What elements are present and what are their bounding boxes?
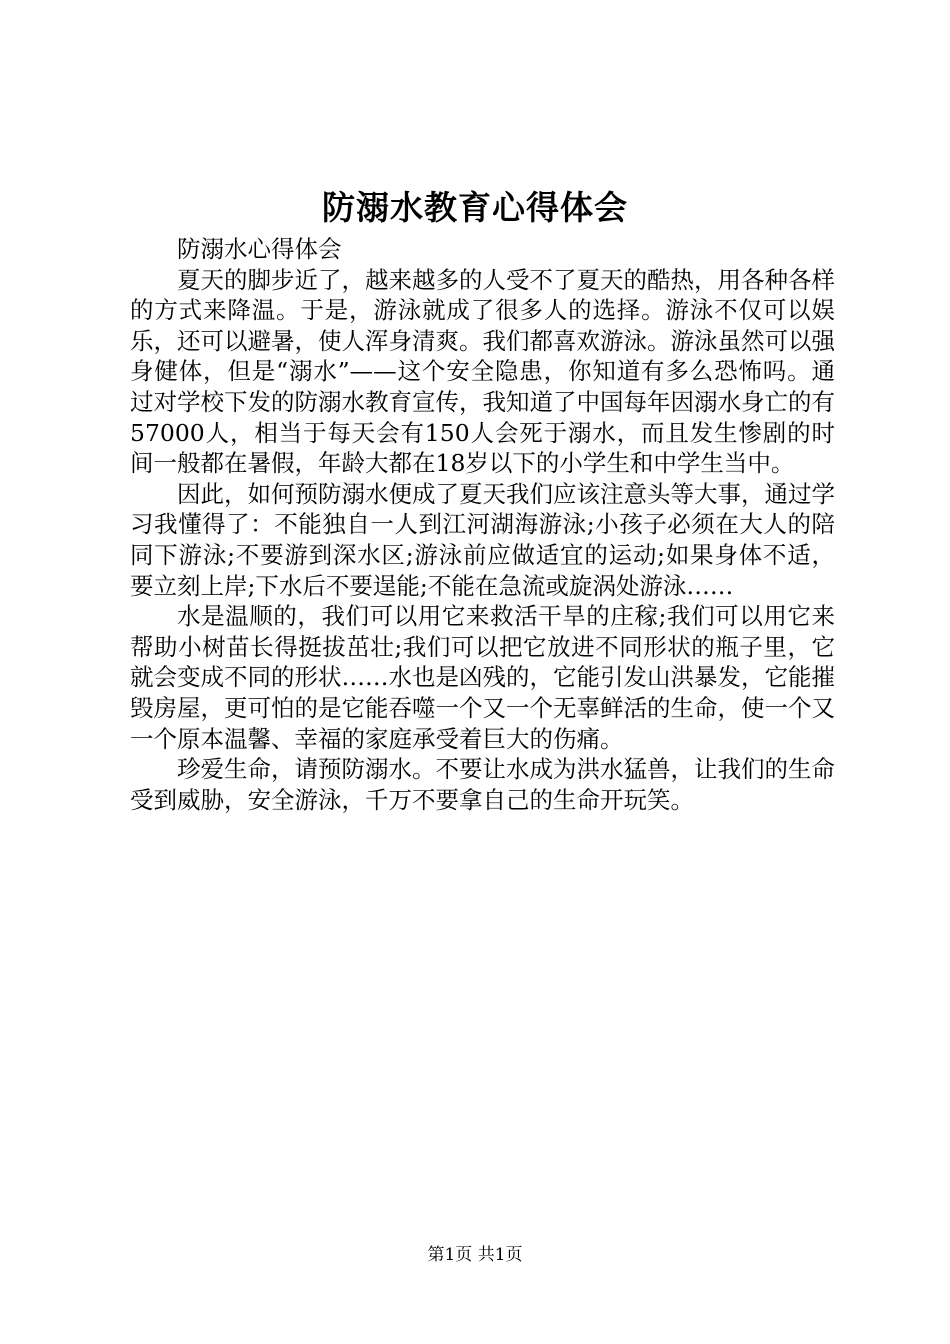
document-title: 防溺水教育心得体会: [322, 188, 628, 227]
page-number-footer: 第1页 共1页: [427, 1245, 523, 1265]
paragraph-subtitle: 防溺水心得体会: [177, 235, 342, 263]
document-body: [130, 234, 835, 815]
paragraph: 水是温顺的，我们可以用它来救活干旱的庄稼;我们可以用它来帮助小树苗长得挺拔茁壮;我们可以把它放进不同形状的瓶子里，它就会变成不同的形状……水也是凶残的，它能引发山洪暴发，它能摧毁房屋，更可怕的是它能吞噬一个又一个无辜鲜活的生命，使一个又一个原本温馨、幸福的家庭承受着巨大的伤痛。: [130, 602, 835, 753]
paragraph: 因此，如何预防溺水便成了夏天我们应该注意头等大事，通过学习我懂得了：不能独自一人到江河湖海游泳;小孩子必须在大人的陪同下游泳;不要游到深水区;游泳前应做适宜的运动;如果身体不适，要立刻上岸;下水后不要逞能;不能在急流或旋涡处游泳……: [130, 479, 835, 600]
paragraph: 珍爱生命，请预防溺水。不要让水成为洪水猛兽，让我们的生命受到威胁，安全游泳，千万不要拿自己的生命开玩笑。: [130, 755, 835, 814]
paragraph: 夏天的脚步近了，越来越多的人受不了夏天的酷热，用各种各样的方式来降温。于是，游泳就成了很多人的选择。游泳不仅可以娱乐，还可以避暑，使人浑身清爽。我们都喜欢游泳。游泳虽然可以强身健体，但是“溺水”——这个安全隐患，你知道有多么恐怖吗。通过对学校下发的防溺水教育宣传，我知道了中国每年因溺水身亡的有57000人，相当于每天会有150人会死于溺水，而且发生惨剧的时间一般都在暑假，年龄大都在18岁以下的小学生和中学生当中。: [130, 265, 835, 478]
